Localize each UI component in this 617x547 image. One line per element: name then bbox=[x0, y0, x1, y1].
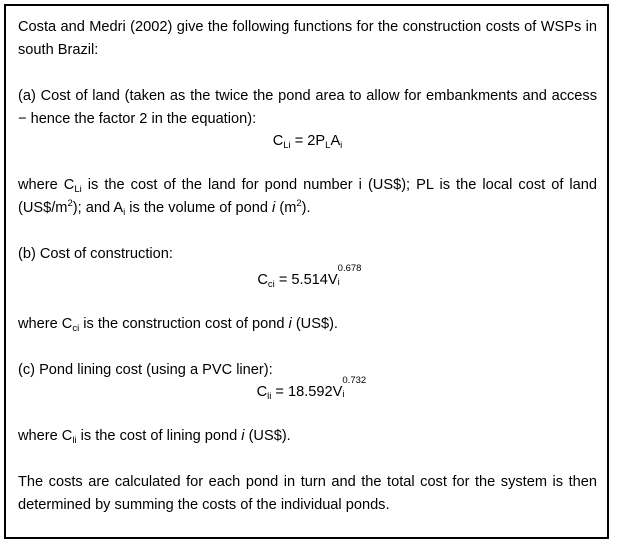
text-box bbox=[4, 4, 609, 539]
section-c-heading: (c) Pond lining cost (using a PVC liner): bbox=[18, 362, 273, 378]
spacer bbox=[18, 290, 597, 313]
spacer bbox=[18, 62, 597, 85]
section-a-heading: (a) Cost of land (taken as the twice the pond area to allow for embankments and access − hence the factor 2 in the equation): bbox=[18, 88, 597, 127]
equation-land-cost: $C_{Li} = 2P_LA_i$ bbox=[272, 133, 343, 151]
intro-paragraph: Costa and Medri (2002) give the following functions for the construction costs of WSPs in south Brazil: bbox=[18, 19, 597, 58]
section-b-where: where $C_{ci}$ is the construction cost of pond i (US$). bbox=[18, 316, 338, 334]
equation-construction-cost: $C_{ci} = 5.514V$ 0.678 i bbox=[257, 263, 362, 290]
equation-lining-cost: $C_{li} = 18.592V$ 0.732 i bbox=[256, 375, 367, 402]
section-b-heading: (b) Cost of construction: bbox=[18, 246, 173, 262]
spacer bbox=[18, 220, 597, 243]
spacer bbox=[18, 336, 597, 359]
spacer bbox=[18, 448, 597, 471]
spacer bbox=[18, 402, 597, 425]
section-c-where: where $C_{li}$ is the cost of lining pond i (US$). bbox=[18, 428, 291, 446]
spacer bbox=[18, 151, 597, 174]
section-a-where: where $C_{Li}$ is the cost of the land for pond number i (US$); PL is the local cost of land $(US\$/m^2)$; and $A_i$ is the volume of pond i $(m^2)$. bbox=[18, 177, 598, 218]
conclusion-paragraph: The costs are calculated for each pond in turn and the total cost for the system is then determined by summing the costs of the individual ponds. bbox=[18, 474, 597, 513]
